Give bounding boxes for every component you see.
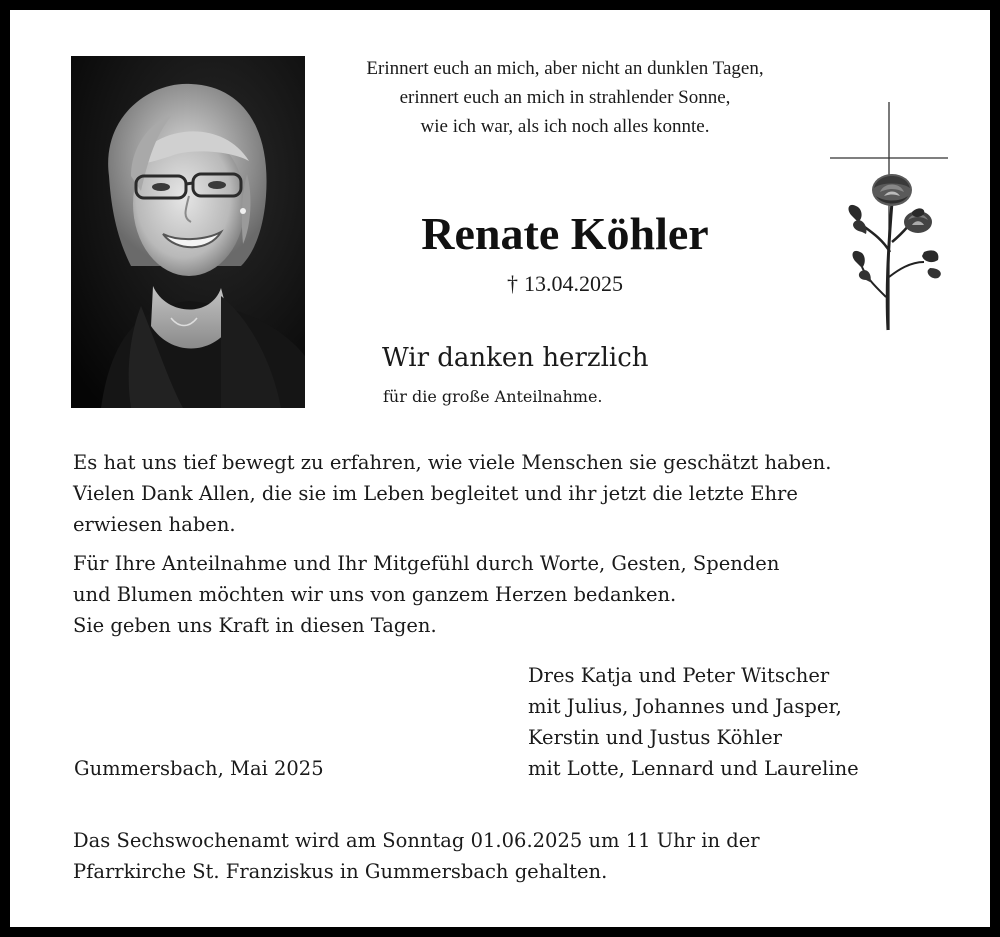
body-text (73, 447, 973, 649)
poem-line: erinnert euch an mich in strahlender Sonne, (399, 87, 731, 108)
poem-line: wie ich war, als ich noch alles konnte. (420, 116, 710, 137)
body-paragraph (73, 447, 973, 540)
signers (528, 660, 859, 784)
rose-icon (849, 174, 941, 330)
thanks-subline: für die große Anteilnahme. (383, 387, 603, 406)
poem (300, 54, 830, 141)
body-line: Sie geben uns Kraft in diesen Tagen. (73, 614, 437, 637)
obituary-card (10, 10, 990, 927)
service-notice (73, 825, 760, 887)
poem-line: Erinnert euch an mich, aber nicht an dunklen Tagen, (366, 58, 764, 79)
signer-line: Kerstin und Justus Köhler (528, 726, 782, 749)
death-date-value: 13.04.2025 (524, 271, 623, 296)
signer-line: mit Lotte, Lennard und Laureline (528, 757, 859, 780)
signer-line: Dres Katja und Peter Witscher (528, 664, 830, 687)
signer-line: mit Julius, Johannes und Jasper, (528, 695, 842, 718)
body-line: Vielen Dank Allen, die sie im Leben begleitet und ihr jetzt die letzte Ehre (73, 482, 798, 505)
body-paragraph (73, 548, 973, 641)
body-line: Für Ihre Anteilnahme und Ihr Mitgefühl durch Worte, Gesten, Spenden (73, 552, 780, 575)
deceased-name: Renate Köhler (421, 208, 709, 259)
body-line: Es hat uns tief bewegt zu erfahren, wie viele Menschen sie geschätzt haben. (73, 451, 832, 474)
place-date: Gummersbach, Mai 2025 (74, 757, 324, 780)
cross-rose-emblem (826, 102, 952, 334)
body-line: und Blumen möchten wir uns von ganzem Herzen bedanken. (73, 583, 677, 606)
service-line: Pfarrkirche St. Franziskus in Gummersbach gehalten. (73, 860, 608, 883)
cross-icon (830, 102, 948, 330)
portrait-image (71, 56, 305, 408)
thanks-headline: Wir danken herzlich (382, 343, 649, 373)
service-line: Das Sechswochenamt wird am Sonntag 01.06.2025 um 11 Uhr in der (73, 829, 760, 852)
death-date (300, 269, 830, 299)
dagger-icon: † (507, 271, 518, 296)
portrait-photo (71, 56, 305, 408)
body-line: erwiesen haben. (73, 513, 236, 536)
